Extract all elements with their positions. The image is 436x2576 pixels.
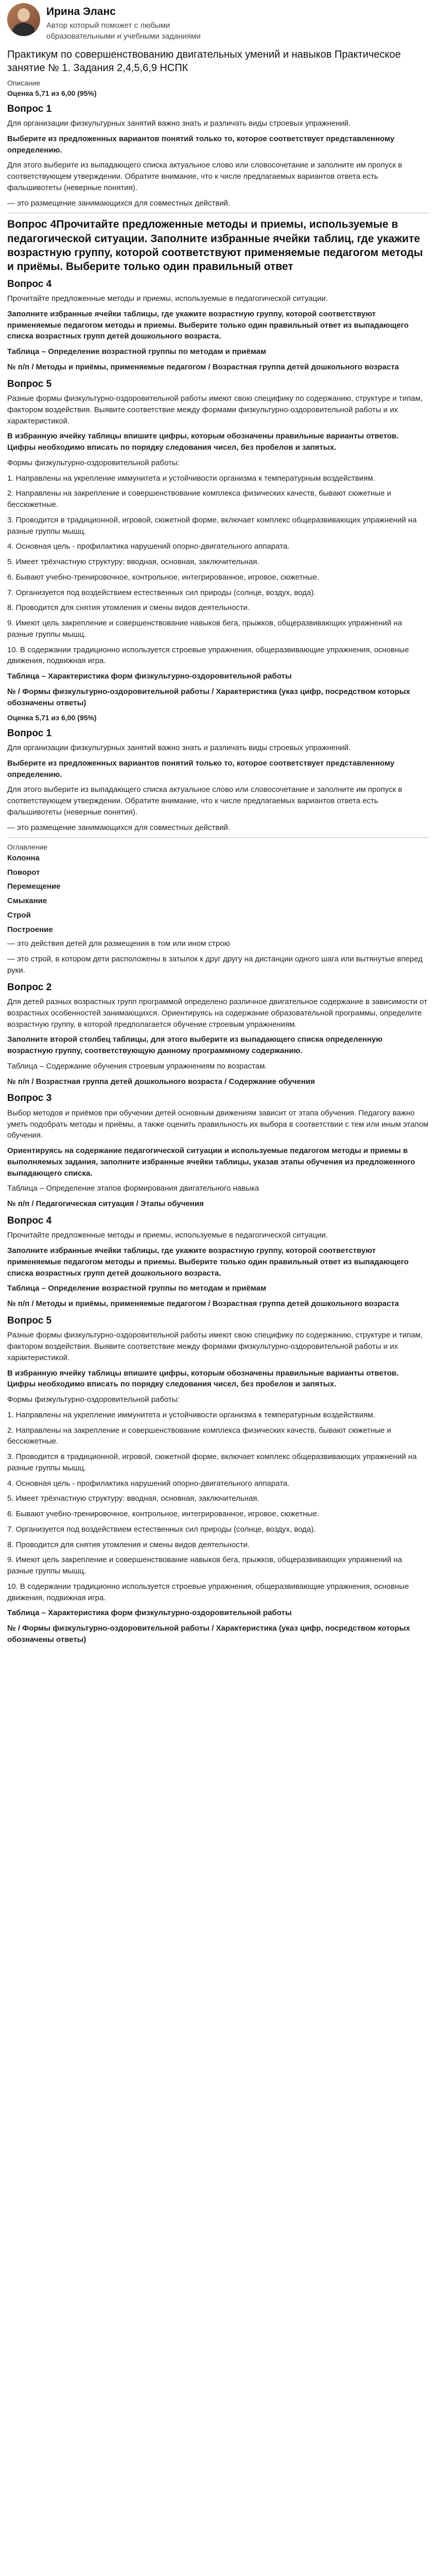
question-4-title: Вопрос 4 xyxy=(7,1215,52,1226)
question-2-text: Для детей разных возрастных групп программой определено различное двигательное содержание в зависимости от возрастных особенностей занимающихся. Ориентируясь на содержание образовательной программы, определите возрастную группу, в которой предполагается обучение строевым упражнениям. xyxy=(7,997,428,1029)
question-1-instructions: Для этого выберите из выпадающего списка актуальное слово или словосочетание и заполните им пропуск в соответствующем утверждении. Обратите внимание, что к числе предлагаемых вариантов ответа есть фальшивотеты (неверные понятия). xyxy=(7,161,403,192)
question-1-task: Выберите из предложенных вариантов понятий только то, которое соответствует представленному определению. xyxy=(7,758,395,779)
option: Перемещение xyxy=(7,882,61,891)
option: Колонна xyxy=(7,853,40,862)
question-3-table-header: № п/п / Педагогическая ситуация / Этапы обучения xyxy=(7,1199,204,1209)
question-5-forms-label: Формы физкультурно-оздоровительной работы: xyxy=(7,458,180,467)
list-item: 10. В содержании традиционно используется строевые упражнения, общеразвивающие упражнения, основные движения, подвижная игра. xyxy=(7,1582,409,1602)
forms-list xyxy=(7,473,429,667)
question-2-table-caption: Таблица – Содержание обучения строевым упражнениям по возрастам. xyxy=(7,1061,267,1071)
question-1-definition: — это размещение занимающихся для совместных действий. xyxy=(7,823,231,832)
divider xyxy=(7,837,429,838)
list-item: 7. Организуется под воздействием естественных сил природы (солнце, воздух, вода). xyxy=(7,588,316,597)
question-5-table-caption: Таблица – Характеристика форм физкультурно-оздоровительной работы xyxy=(7,1608,292,1618)
question-4-text: Прочитайте предложенные методы и приемы, используемые в педагогической ситуации. xyxy=(7,294,328,303)
list-item: 8. Проводится для снятия утомления и смены видов деятельности. xyxy=(7,603,250,613)
list-item: 2. Направлены на закрепление и совершенствование комплекса физических качеств, бывают сюжетные и бессюжетные. xyxy=(7,489,391,510)
option: Построение xyxy=(7,925,53,934)
list-item: 3. Проводится в традиционной, игровой, сюжетной форме, включает комплекс общеразвивающих упражнений на разные группы мышц. xyxy=(7,515,417,536)
grade: Оценка 5,71 из 6,00 (95%) xyxy=(7,89,97,98)
list-item: 9. Имеют цель закрепление и совершенствование навыков бега, прыжков, общеразвивающих упражнений на разные группы мышц. xyxy=(7,1555,403,1576)
author-name[interactable]: Ирина Эланс xyxy=(46,6,116,18)
list-item: 6. Бывают учебно-тренировочное, контрольное, интегрированное, игровое, сюжетные. xyxy=(7,572,319,582)
question-5-table-caption: Таблица – Характеристика форм физкультурно-оздоровительной работы xyxy=(7,672,292,681)
question-1-text: Для организации физкультурных занятий важно знать и различать виды строевых упражнений. xyxy=(7,119,351,128)
list-item: 7. Организуется под воздействием естественных сил природы (солнце, воздух, вода). xyxy=(7,1524,316,1534)
question-1-title: Вопрос 1 xyxy=(7,727,52,739)
list-item: 1. Направлены на укрепление иммунитета и устойчивости организма к температурным воздействиям. xyxy=(7,473,375,483)
list-item: 6. Бывают учебно-тренировочное, контрольное, интегрированное, игровое, сюжетные. xyxy=(7,1510,319,1519)
question-1-text: Для организации физкультурных занятий важно знать и различать виды строевых упражнений. xyxy=(7,743,351,753)
question-1-definition: — это размещение занимающихся для совместных действий. xyxy=(7,198,231,208)
list-item: 10. В содержании традиционно используется строевые упражнения, общеразвивающие упражнения, основные движения, подвижная игра. xyxy=(7,645,409,666)
question-2-task: Заполните второй столбец таблицы, для этого выберите из выпадающего списка определенную возрастную группу, соответствующую данному программному содержанию. xyxy=(7,1035,383,1056)
list-item: 3. Проводится в традиционной, игровой, сюжетной форме, включает комплекс общеразвивающих упражнений на разные группы мышц. xyxy=(7,1452,417,1472)
question-5-forms-label: Формы физкультурно-оздоровительной работы: xyxy=(7,1395,180,1404)
question-1-task: Выберите из предложенных вариантов понятий только то, которое соответствует представленному определению. xyxy=(7,134,395,155)
option: Строй xyxy=(7,910,31,920)
question-5-task: В избранную ячейку таблицы впишите цифры, которым обозначены правильные варианты ответов. Цифры необходимо вписать по порядку следования чисел, без пробелов и запятых. xyxy=(7,432,399,452)
question-2-title: Вопрос 2 xyxy=(7,981,52,993)
avatar[interactable] xyxy=(7,3,40,36)
option: Смыкание xyxy=(7,896,47,905)
question-5-table-header: № / Формы физкультурно-оздоровительной работы / Характеристика (указ цифр, посредством которых обозначены ответы) xyxy=(7,1624,410,1644)
question-3-text: Выбор методов и приёмов при обучении детей основным движениям зависит от этапа обучения. Педагогу важно уметь подобрать методы и приёмы, а также оценить правильность их выбора в соответствии с тем или иным этапом обучения. xyxy=(7,1108,429,1140)
question-5-table-header: № / Формы физкультурно-оздоровительной работы / Характеристика (указ цифр, посредством которых обозначены ответы) xyxy=(7,687,410,707)
author-info xyxy=(46,3,201,42)
question-4-table-header: № п/п / Методы и приёмы, применяемые педагогом / Возрастная группа детей дошкольного возраста xyxy=(7,362,399,371)
question-5-title: Вопрос 5 xyxy=(7,1315,52,1326)
question-4-title: Вопрос 4 xyxy=(7,278,52,290)
list-item: 2. Направлены на закрепление и совершенствование комплекса физических качеств, бывают сюжетные и бессюжетные. xyxy=(7,1426,391,1446)
question-4-task: Заполните избранные ячейки таблицы, где укажите возрастную группу, которой соответствуют применяемые педагогом методы и приемы. Выберите только один правильный ответ из выпадающего списка возрастных групп детей дошкольного возраста. xyxy=(7,309,409,341)
list-item: 9. Имеют цель закрепление и совершенствование навыков бега, прыжков, общеразвивающих упражнений на разные группы мышц. xyxy=(7,619,403,639)
question-5-task: В избранную ячейку таблицы впишите цифры, которым обозначены правильные варианты ответов. Цифры необходимо вписать по порядку следования чисел, без пробелов и запятых. xyxy=(7,1368,399,1389)
contents-label: Оглавление xyxy=(7,843,48,852)
author-description: Автор который поможет с любыми образовательными и учебными заданиями xyxy=(46,21,201,41)
option: Поворот xyxy=(7,868,40,877)
question-4-table-caption: Таблица – Определение возрастной группы по методам и приёмам xyxy=(7,347,267,357)
section-title: Вопрос 4Прочитайте предложенные методы и приемы, используемые в педагогической ситуации. Заполните избранные ячейки таблиц, где укажите возрастную группу, которой соответствуют применяемые педагогом методы и приёмы. Выберите только один правильный ответ xyxy=(7,218,423,273)
list-item: 5. Имеет трёхчастную структуру: вводная, основная, заключительная. xyxy=(7,1494,259,1503)
question-3-task: Ориентируясь на содержание педагогической ситуации и используемые педагогом методы и приемы в выполняемых задания, заполните избранные ячейки таблицы, указав этапы обучения из предложенного выпадающего списка. xyxy=(7,1146,415,1178)
list-item: 4. Основная цель - профилактика нарушений опорно-двигательного аппарата. xyxy=(7,542,290,551)
list-item: 4. Основная цель - профилактика нарушений опорно-двигательного аппарата. xyxy=(7,1479,290,1488)
document-title: Практикум по совершенствованию двигательных умений и навыков Практическое занятие № 1. Задания 2,4,5,6,9 НСПК xyxy=(7,48,401,74)
list-item: 8. Проводится для снятия утомления и смены видов деятельности. xyxy=(7,1540,250,1549)
grade: Оценка 5,71 из 6,00 (95%) xyxy=(7,714,97,722)
question-4-task: Заполните избранные ячейки таблицы, где укажите возрастную группу, которой соответствуют применяемые педагогом методы и приемы. Выберите только один правильный ответ из выпадающего списка возрастных групп детей дошкольного возраста. xyxy=(7,1246,409,1278)
question-5-text: Разные формы физкультурно-оздоровительной работы имеют свою специфику по содержанию, структуре и типам, фактором воздействия. Выявите соответствие между формами физкультурно-оздоровительной работы и их характеристикой. xyxy=(7,394,423,426)
definition: — это действия детей для размещения в том или ином строю xyxy=(7,939,230,948)
author-header xyxy=(7,3,429,46)
question-4-table-header: № п/п / Методы и приёмы, применяемые педагогом / Возрастная группа детей дошкольного возраста xyxy=(7,1299,399,1309)
question-5-text: Разные формы физкультурно-оздоровительной работы имеют свою специфику по содержанию, структуре и типам, фактором воздействия. Выявите соответствие между формами физкультурно-оздоровительной работы и их характеристикой. xyxy=(7,1331,423,1362)
question-1-instructions: Для этого выберите из выпадающего списка актуальное слово или словосочетание и заполните им пропуск в соответствующем утверждении. Обратите внимание, что к числе предлагаемых вариантов ответа есть фальшивотеты (неверные понятия). xyxy=(7,785,403,817)
list-item: 5. Имеет трёхчастную структуру: вводная, основная, заключительная. xyxy=(7,557,259,567)
question-4-table-caption: Таблица – Определение возрастной группы по методам и приёмам xyxy=(7,1284,267,1293)
question-2-table-header: № п/п / Возрастная группа детей дошкольного возраста / Содержание обучения xyxy=(7,1077,315,1086)
definition: — это строй, в котором дети расположены в затылок к друг другу на дистанции одного шага или вытянутые вперед руки. xyxy=(7,955,423,975)
list-item: 1. Направлены на укрепление иммунитета и устойчивости организма к температурным воздействиям. xyxy=(7,1410,375,1419)
question-3-title: Вопрос 3 xyxy=(7,1093,52,1104)
forms-list xyxy=(7,1410,429,1604)
question-3-table-caption: Таблица – Определение этапов формирования двигательного навыка xyxy=(7,1184,259,1193)
question-1-title: Вопрос 1 xyxy=(7,103,52,114)
question-4-text: Прочитайте предложенные методы и приемы, используемые в педагогической ситуации. xyxy=(7,1231,328,1240)
question-5-title: Вопрос 5 xyxy=(7,378,52,389)
description-label: Описание xyxy=(7,78,41,87)
